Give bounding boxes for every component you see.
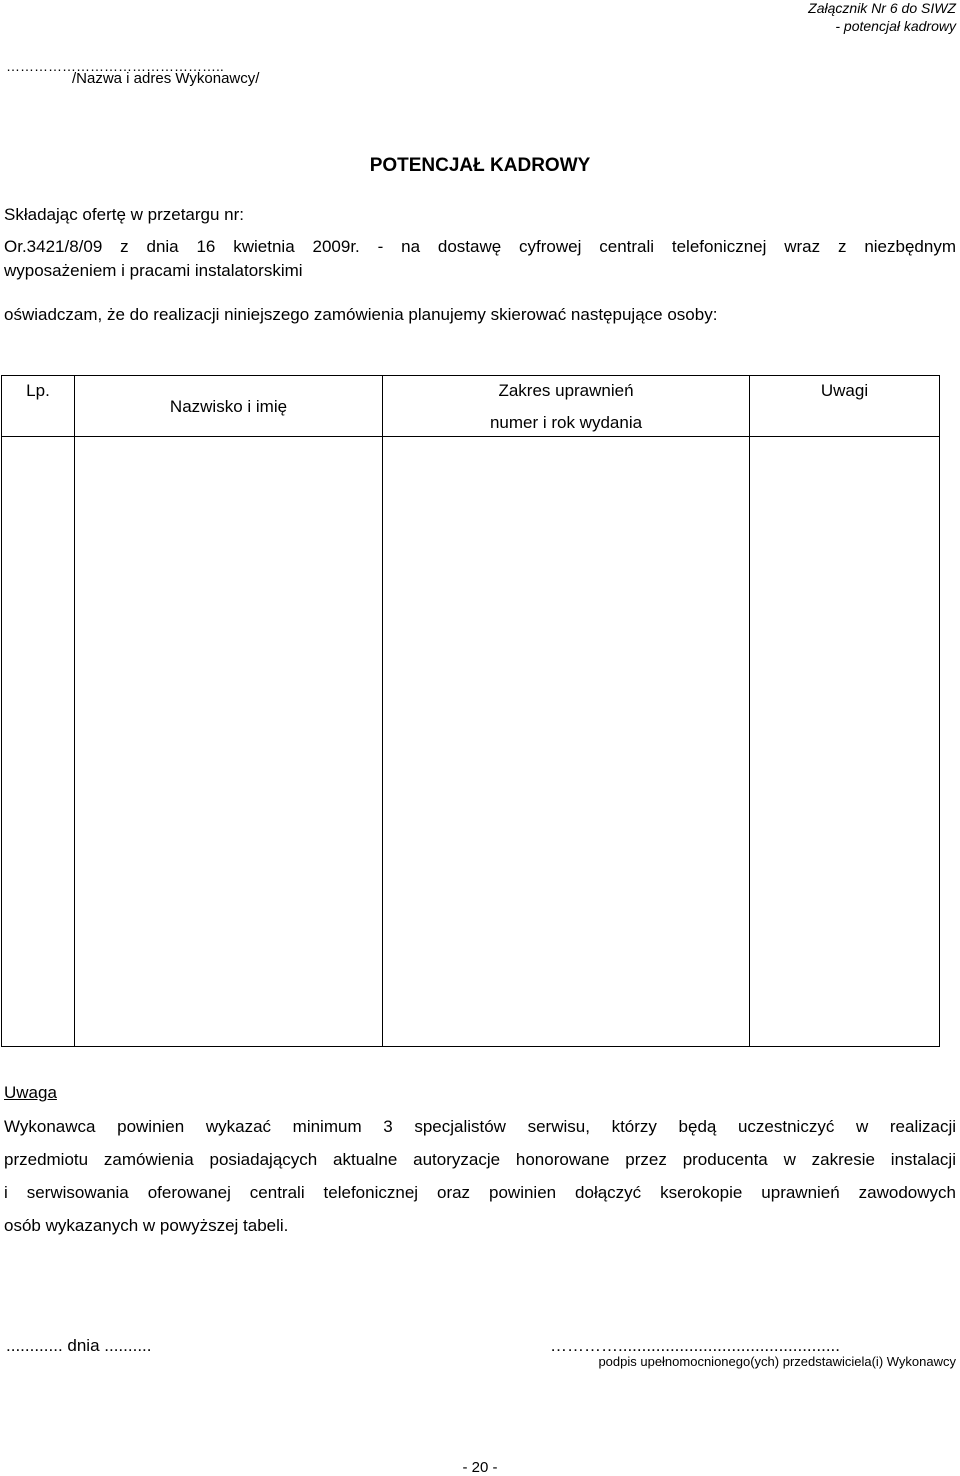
note-title: Uwaga [4, 1083, 57, 1102]
header-notes [750, 376, 940, 437]
signature-dots: …………............................................... [550, 1336, 840, 1355]
table-row [2, 437, 940, 1047]
note-line: osób wykazanych w powyższej tabeli. [4, 1216, 289, 1235]
tender-reference-cont: wyposażeniem i pracami instalatorskimi [4, 261, 303, 280]
annex-label: Załącznik Nr 6 do SIWZ [808, 0, 956, 16]
intro-line: Składając ofertę w przetargu nr: [4, 205, 245, 224]
contractor-dots: ……………………………………….. [6, 58, 224, 74]
tender-reference: Or.3421/8/09 z dnia 16 kwietnia 2009r. - na dostawę cyfrowej centrali telefonicznej wraz z niezbędnym [4, 237, 956, 256]
header-lp-label: Lp. [26, 381, 50, 400]
annex-sublabel: - potencjał kadrowy [835, 18, 956, 34]
note-line: i serwisowania oferowanej centrali telefonicznej oraz powinien dołączyć kserokopie uprawnień zawodowych [4, 1183, 956, 1202]
staff-table [1, 375, 940, 1047]
table-header-row [2, 376, 940, 437]
note-line: Wykonawca powinien wykazać minimum 3 specjalistów serwisu, którzy będą uczestniczyć w realizacji [4, 1117, 956, 1136]
header-scope [383, 376, 750, 437]
header-lp [2, 376, 75, 437]
declaration-text: oświadczam, że do realizacji niniejszego zamówienia planujemy skierować następujące osoby: [4, 305, 718, 324]
header-name [75, 376, 383, 437]
page-title: POTENCJAŁ KADROWY [369, 155, 591, 176]
header-notes-label: Uwagi [820, 381, 869, 400]
header-name-label: Nazwisko i imię [169, 397, 288, 416]
date-field: ............ dnia .......... [6, 1336, 152, 1355]
header-scope-label: Zakres uprawnień [498, 381, 634, 400]
note-line: przedmiotu zamówienia posiadających aktualne autoryzacje honorowane przez producenta w zakresie instalacji [4, 1150, 956, 1169]
header-scope-sublabel: numer i rok wydania [489, 413, 643, 432]
page-number: - 20 - [462, 1459, 498, 1476]
cell-name[interactable] [75, 437, 383, 1047]
contractor-label: /Nazwa i adres Wykonawcy/ [72, 70, 260, 87]
cell-notes[interactable] [750, 437, 940, 1047]
signature-caption: podpis upełnomocnionego(ych) przedstawiciela(i) Wykonawcy [598, 1354, 956, 1369]
cell-scope[interactable] [383, 437, 750, 1047]
cell-lp[interactable] [2, 437, 75, 1047]
